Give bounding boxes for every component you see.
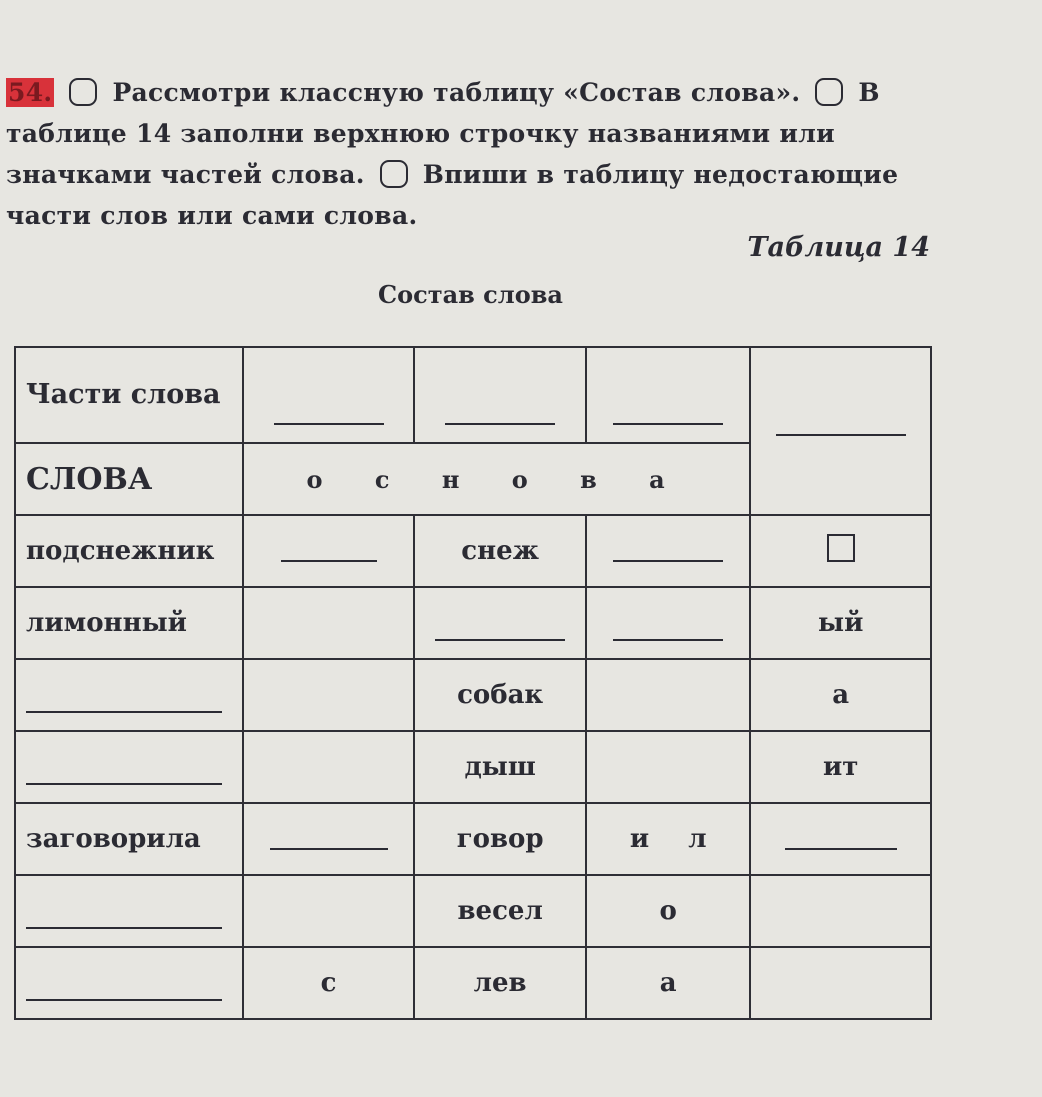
osnova-label: о с н о в а: [243, 443, 751, 515]
row-cell[interactable]: [750, 875, 931, 947]
row-ending: ый: [750, 587, 931, 659]
row-root: говор: [414, 803, 586, 875]
row-cell[interactable]: [243, 659, 414, 731]
table-title: Состав слова: [378, 280, 563, 309]
words-label: СЛОВА: [15, 443, 243, 515]
header-part-4[interactable]: [750, 347, 931, 515]
task-sentence-3: Впиши в таблицу недостающие части слов или сами слова.: [6, 160, 899, 230]
table-row: [15, 515, 931, 587]
row-suffix: а: [586, 947, 750, 1019]
checkbox-icon[interactable]: [69, 78, 97, 106]
row-root: собак: [414, 659, 586, 731]
row-ending: ит: [750, 731, 931, 803]
row-empty-ending[interactable]: [750, 515, 931, 587]
table-caption: Таблица 14: [747, 232, 930, 263]
task-sentence-2-rest: таблице 14 заполни верхнюю строчку названиями или значками частей слова.: [6, 119, 835, 189]
row-blank[interactable]: [414, 587, 586, 659]
row-cell[interactable]: [586, 659, 750, 731]
row-word-blank[interactable]: [15, 947, 243, 1019]
table-row: [15, 587, 931, 659]
task-sentence-1: Рассмотри классную таблицу «Состав слова».: [112, 78, 801, 107]
row-root: лев: [414, 947, 586, 1019]
row-word: подснежник: [15, 515, 243, 587]
row-blank[interactable]: [586, 515, 750, 587]
empty-ending-square-icon: [827, 534, 855, 562]
row-root: снеж: [414, 515, 586, 587]
row-suffix: о: [586, 875, 750, 947]
row-cell[interactable]: [586, 731, 750, 803]
row-word: лимонный: [15, 587, 243, 659]
row-cell[interactable]: [243, 731, 414, 803]
row-cell[interactable]: [750, 947, 931, 1019]
task-text: [6, 72, 936, 236]
row-cell[interactable]: [243, 587, 414, 659]
checkbox-icon[interactable]: [815, 78, 843, 106]
row-suffix: и л: [586, 803, 750, 875]
task-number: 54.: [8, 78, 53, 107]
row-prefix: с: [243, 947, 414, 1019]
row-root: дыш: [414, 731, 586, 803]
row-blank[interactable]: [243, 515, 414, 587]
header-part-1[interactable]: [243, 347, 414, 443]
row-root: весел: [414, 875, 586, 947]
row-cell[interactable]: [243, 875, 414, 947]
row-word-blank[interactable]: [15, 731, 243, 803]
table-row: [15, 659, 931, 731]
table-row: [15, 947, 931, 1019]
header-label: Части слова: [15, 347, 243, 443]
task-sentence-2-start: В: [858, 78, 880, 107]
table-row: [15, 731, 931, 803]
checkbox-icon[interactable]: [380, 160, 408, 188]
table-row: [15, 875, 931, 947]
header-part-2[interactable]: [414, 347, 586, 443]
row-ending: а: [750, 659, 931, 731]
row-blank[interactable]: [243, 803, 414, 875]
header-row: [15, 347, 931, 443]
word-composition-table: [14, 346, 932, 1020]
row-word-blank[interactable]: [15, 875, 243, 947]
row-blank[interactable]: [586, 587, 750, 659]
row-word: заговорила: [15, 803, 243, 875]
header-part-3[interactable]: [586, 347, 750, 443]
table-row: [15, 803, 931, 875]
row-blank[interactable]: [750, 803, 931, 875]
row-word-blank[interactable]: [15, 659, 243, 731]
